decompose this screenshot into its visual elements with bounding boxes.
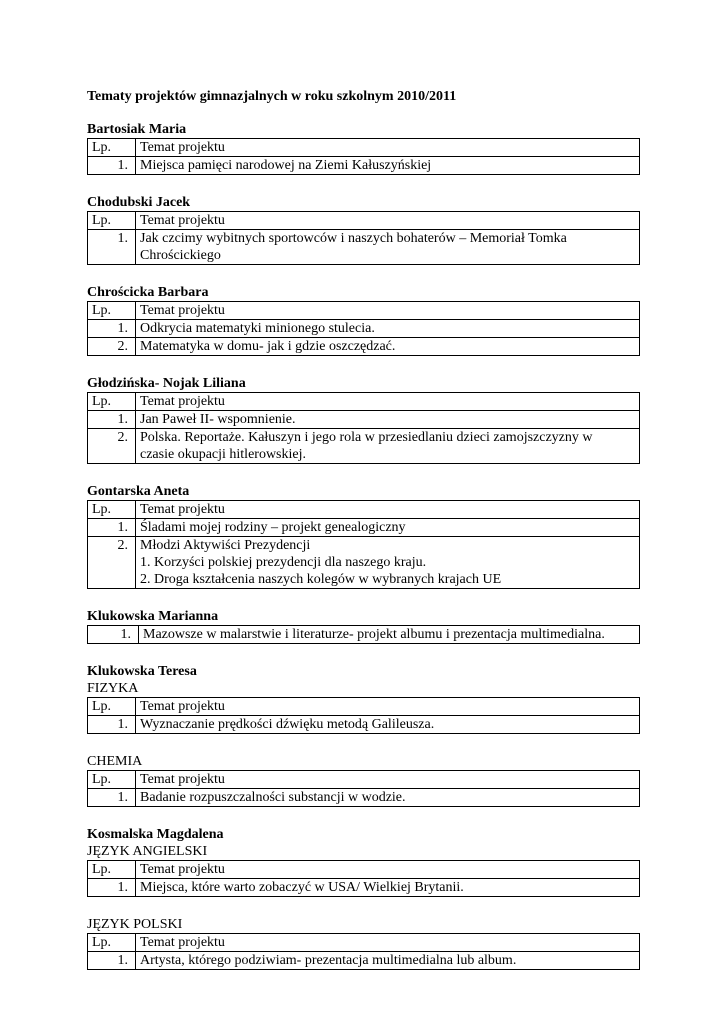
row-topic bbox=[136, 157, 640, 175]
projects-table bbox=[87, 933, 640, 970]
header-topic: Temat projektu bbox=[136, 501, 640, 519]
topic-line: Miejsca pamięci narodowej na Ziemi Kałuszyńskiej bbox=[140, 158, 432, 173]
topic-line: Polska. Reportaże. Kałuszyn i jego rola w przesiedlaniu dzieci zamojszczyzny w bbox=[140, 430, 593, 445]
table-header-row bbox=[88, 771, 640, 789]
subject-label: JĘZYK POLSKI bbox=[87, 917, 183, 932]
projects-table bbox=[87, 138, 640, 175]
row-number: 1. bbox=[88, 789, 136, 807]
table-row bbox=[88, 230, 640, 265]
projects-table bbox=[87, 500, 640, 589]
topic-line: Odkrycia matematyki minionego stulecia. bbox=[140, 321, 375, 336]
header-topic: Temat projektu bbox=[136, 861, 640, 879]
teacher-name: Klukowska Teresa bbox=[87, 664, 197, 679]
table-row bbox=[88, 789, 640, 807]
document-page bbox=[87, 88, 640, 970]
row-number: 1. bbox=[88, 230, 136, 265]
header-topic: Temat projektu bbox=[136, 771, 640, 789]
spacer bbox=[87, 265, 640, 284]
projects-table bbox=[87, 770, 640, 807]
row-topic bbox=[139, 626, 640, 644]
table-header-row bbox=[88, 302, 640, 320]
topic-line: 1. Korzyści polskiej prezydencji dla naszego kraju. bbox=[140, 555, 427, 570]
teacher-section bbox=[87, 608, 640, 644]
row-topic bbox=[136, 338, 640, 356]
spacer bbox=[87, 589, 640, 608]
teacher-name: Chrościcka Barbara bbox=[87, 285, 209, 300]
teacher-section bbox=[87, 483, 640, 589]
table-row bbox=[88, 519, 640, 537]
header-lp: Lp. bbox=[88, 861, 136, 879]
row-topic bbox=[136, 411, 640, 429]
table-header-row bbox=[88, 934, 640, 952]
spacer bbox=[87, 897, 640, 916]
spacer bbox=[87, 734, 640, 753]
teacher-name: Gontarska Aneta bbox=[87, 484, 190, 499]
spacer bbox=[87, 175, 640, 194]
table-row bbox=[88, 338, 640, 356]
table-header-row bbox=[88, 698, 640, 716]
subject-label: CHEMIA bbox=[87, 754, 143, 769]
spacer bbox=[87, 464, 640, 483]
table-header-row bbox=[88, 501, 640, 519]
header-lp: Lp. bbox=[88, 302, 136, 320]
row-number: 2. bbox=[88, 537, 136, 589]
topic-line: Wyznaczanie prędkości dźwięku metodą Galileusza. bbox=[140, 717, 435, 732]
topic-line: Miejsca, które warto zobaczyć w USA/ Wielkiej Brytanii. bbox=[140, 880, 464, 895]
row-number: 2. bbox=[88, 429, 136, 464]
row-number: 1. bbox=[88, 626, 139, 644]
table-row bbox=[88, 157, 640, 175]
row-topic bbox=[136, 230, 640, 265]
row-number: 1. bbox=[88, 519, 136, 537]
row-number: 2. bbox=[88, 338, 136, 356]
row-number: 1. bbox=[88, 716, 136, 734]
table-row bbox=[88, 429, 640, 464]
topic-line: Mazowsze w malarstwie i literaturze- projekt albumu i prezentacja multimedialna. bbox=[143, 627, 605, 642]
spacer bbox=[87, 807, 640, 826]
header-lp: Lp. bbox=[88, 501, 136, 519]
header-topic: Temat projektu bbox=[136, 934, 640, 952]
teacher-name: Klukowska Marianna bbox=[87, 609, 219, 624]
teacher-name: Głodzińska- Nojak Liliana bbox=[87, 376, 246, 391]
teacher-sections bbox=[87, 121, 640, 970]
row-number: 1. bbox=[88, 320, 136, 338]
projects-table bbox=[87, 860, 640, 897]
header-lp: Lp. bbox=[88, 698, 136, 716]
teacher-name: Kosmalska Magdalena bbox=[87, 827, 224, 842]
topic-line: czasie okupacji hitlerowskiej. bbox=[140, 447, 306, 462]
row-topic bbox=[136, 879, 640, 897]
row-number: 1. bbox=[88, 157, 136, 175]
row-topic bbox=[136, 519, 640, 537]
projects-table bbox=[87, 625, 640, 644]
table-row bbox=[88, 626, 640, 644]
header-topic: Temat projektu bbox=[136, 302, 640, 320]
header-lp: Lp. bbox=[88, 139, 136, 157]
teacher-section bbox=[87, 194, 640, 265]
row-topic bbox=[136, 320, 640, 338]
header-lp: Lp. bbox=[88, 771, 136, 789]
table-row bbox=[88, 320, 640, 338]
projects-table bbox=[87, 697, 640, 734]
row-number: 1. bbox=[88, 952, 136, 970]
table-row bbox=[88, 411, 640, 429]
topic-line: Jak czcimy wybitnych sportowców i naszych bohaterów – Memoriał Tomka bbox=[140, 231, 567, 246]
subject-label: FIZYKA bbox=[87, 681, 139, 696]
row-topic bbox=[136, 789, 640, 807]
header-topic: Temat projektu bbox=[136, 212, 640, 230]
row-topic bbox=[136, 952, 640, 970]
topic-line: Badanie rozpuszczalności substancji w wodzie. bbox=[140, 790, 406, 805]
projects-table bbox=[87, 301, 640, 356]
topic-line: Śladami mojej rodziny – projekt genealogiczny bbox=[140, 520, 406, 535]
header-topic: Temat projektu bbox=[136, 393, 640, 411]
table-header-row bbox=[88, 393, 640, 411]
header-topic: Temat projektu bbox=[136, 139, 640, 157]
table-row bbox=[88, 879, 640, 897]
table-row bbox=[88, 952, 640, 970]
topic-line: Chrościckiego bbox=[140, 248, 221, 263]
subject-label: JĘZYK ANGIELSKI bbox=[87, 844, 208, 859]
header-topic: Temat projektu bbox=[136, 698, 640, 716]
spacer bbox=[87, 356, 640, 375]
row-topic bbox=[136, 537, 640, 589]
topic-line: Artysta, którego podziwiam- prezentacja multimedialna lub album. bbox=[140, 953, 517, 968]
teacher-name: Chodubski Jacek bbox=[87, 195, 191, 210]
table-header-row bbox=[88, 861, 640, 879]
projects-table bbox=[87, 392, 640, 464]
header-lp: Lp. bbox=[88, 393, 136, 411]
teacher-section bbox=[87, 826, 640, 970]
table-header-row bbox=[88, 212, 640, 230]
table-row bbox=[88, 716, 640, 734]
header-lp: Lp. bbox=[88, 212, 136, 230]
document-title: Tematy projektów gimnazjalnych w roku szkolnym 2010/2011 bbox=[87, 89, 457, 104]
header-lp: Lp. bbox=[88, 934, 136, 952]
row-number: 1. bbox=[88, 411, 136, 429]
row-number: 1. bbox=[88, 879, 136, 897]
topic-line: Młodzi Aktywiści Prezydencji bbox=[140, 538, 311, 553]
row-topic bbox=[136, 716, 640, 734]
table-row bbox=[88, 537, 640, 589]
teacher-section bbox=[87, 121, 640, 175]
projects-table bbox=[87, 211, 640, 265]
row-topic bbox=[136, 429, 640, 464]
teacher-section bbox=[87, 284, 640, 356]
topic-line: Matematyka w domu- jak i gdzie oszczędzać. bbox=[140, 339, 396, 354]
table-header-row bbox=[88, 139, 640, 157]
topic-line: Jan Paweł II- wspomnienie. bbox=[140, 412, 296, 427]
teacher-section bbox=[87, 663, 640, 807]
topic-line: 2. Droga kształcenia naszych kolegów w wybranych krajach UE bbox=[140, 572, 502, 587]
spacer bbox=[87, 644, 640, 663]
teacher-section bbox=[87, 375, 640, 464]
teacher-name: Bartosiak Maria bbox=[87, 122, 187, 137]
